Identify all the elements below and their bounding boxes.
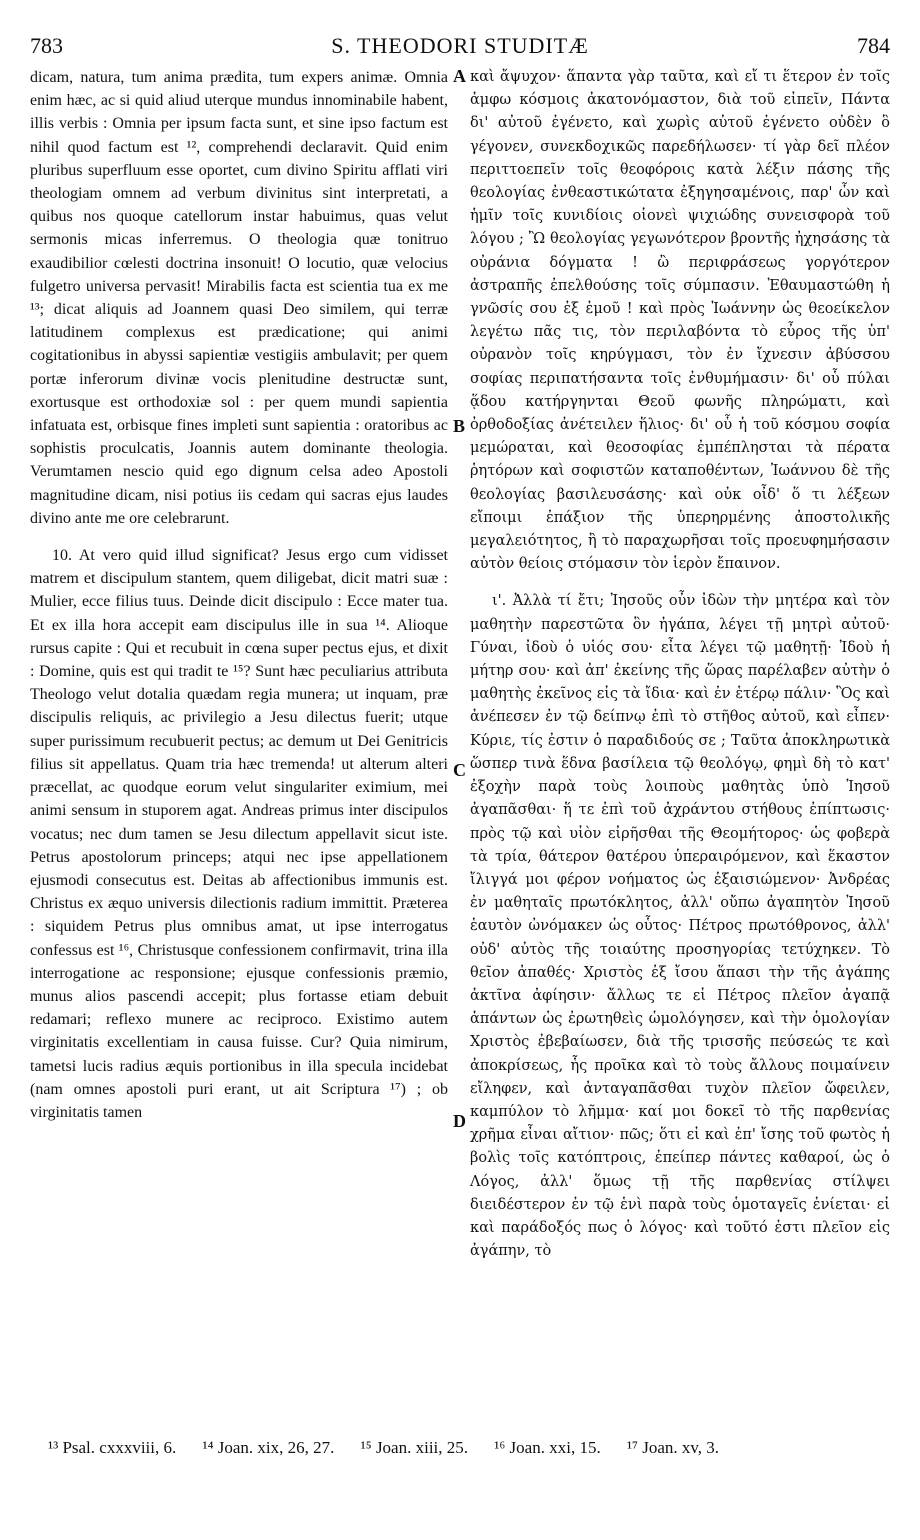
- footnote: ¹³ Psal. cxxxviii, 6.: [48, 1438, 177, 1457]
- greek-column: [470, 66, 890, 1277]
- footnote: ¹⁴ Joan. xix, 26, 27.: [202, 1438, 335, 1457]
- page-number-left: 783: [30, 33, 63, 58]
- latin-paragraph: 10. At vero quid illud significat? Jesus ergo cum vidisset matrem et discipulum stantem, quem diligebat, dicit matri suæ : Mulier, ecce filius tuus. Deinde dicit discipulo : Ecce mater tua. Et ex illa hora accepit eam discipulus ille in sua ¹⁴. Alioque rursus capite : Qui et recubuit in cœna super pectus ejus, et dixit : Domine, quis est qui tradit te ¹⁵? Sunt hæc peculiarius attributa Theologo velut dotalia quædam regia munera; ut inquam, præ discipulis reliquis, ac privilegio a Jesu dilectus fuerit; utque super purissimum recubuerit pectus; ac demum ut Dei Genitricis filius sit appellatus. Quam tria hæc tremenda! ut alterum alteri præcellat, ac quodque eorum velut singulariter eximium, mei animi sensum in stuporem agat. Andreas primus inter discipulos vocatus; nec dum tamen se Jesu dilectum appellavit sicut iste. Petrus apostolorum princeps; atqui nec ipse appellationem ejusmodi consecutus est. Deitas ab affectionibus immunis est. Christus ex æquo universis dilectionis radium immittit. Præterea : siquidem Petrus plus omnibus amat, ut ipse interrogatus confessus est ¹⁶, Christusque confessionem confirmavit, trina illa interrogatione ac responsione; ejusque confessionis præmio, munus alios pascendi accepit; plus fortasse etiam debuit redamari; reflexo munere ac reciproco. Existimo autem virginitatis excellentiam in causa fuisse. Cur? Quia nimirum, tametsi lucis radius æquis portionibus in illa specula incidebat (nam omnes apostoli puri erant, ut ait Scriptura ¹⁷) ; ob virginitatis tamen: [30, 547, 448, 1121]
- section-marker-d: D: [453, 1111, 466, 1131]
- section-marker-b: B: [453, 416, 466, 436]
- greek-paragraph: ι'. Ἀλλὰ τί ἔτι; Ἰησοῦς οὖν ἰδὼν τὴν μητέρα καὶ τὸν μαθητὴν παρεστῶτα ὃν ἠγάπα, λέγει τῇ μητρὶ αὐτοῦ· Γύναι, ἰδοὺ ὁ υἱός σου· εἶτα λέγει τῷ μαθητῇ· Ἰδοὺ ἡ μήτηρ σου· καὶ ἀπ' ἐκείνης τῆς ὥρας παρέλαβεν αὐτὴν ὁ μαθητὴς ἐκεῖνος εἰς τὰ ἴδια· καὶ ἐν ἑτέρῳ πάλιν· Ὃς καὶ ἀνέπεσεν ἐν τῷ δείπνῳ ἐπὶ τὸ στῆθος αὐτοῦ, καὶ εἶπεν· Κύριε, τίς ἐστιν ὁ παραδιδούς σε ; Ταῦτα ἀποκληρωτικὰ ὥσπερ τινὰ ἕδνα βασίλεια τῷ θεολόγῳ, φημὶ δὴ τὸ κατ' ἐξοχὴν παρὰ τοὺς λοιποὺς μαθητὰς ὑπὸ Ἰησοῦ ἀγαπᾶσθαι· ἥ τε ἐπὶ τοῦ ἀχράντου στήθους ἐπίπτωσις· πρὸς τῷ καὶ υἱὸν εἰρῆσθαι τῆς Θεομήτορος· ὡς φοβερὰ τὰ τρία, θάτερον θατέρου ὑπεραιρόμενον, καὶ ἕκαστον ἴλιγγά μοι φέρον νοήματος ὡς ἐξαισιώμενον· Ἀνδρέας ἐν μαθηταῖς πρωτόκλητος, ἀλλ' οὔπω ἀγαπητὸν Ἰησοῦ ἑαυτὸν ὠνόμακεν ὡς οὗτος· Πέτρος πρωτόθρονος, ἀλλ' οὐδ' αὐτὸς τῆς τοιαύτης προσηγορίας τετύχηκεν. Τὸ θεῖον ἀπαθές· Χριστὸς ἐξ ἴσου ἅπασι τὴν τῆς ἀγάπης ἀκτῖνα ἀφίησιν· ἄλλως τε εἰ Πέτρος πλεῖον ἀγαπᾷ ἁπάντων ὡς ἐρωτηθεὶς ὡμολόγησεν, καὶ τὴν ὁμολογίαν Χριστὸς ἐβεβαίωσεν, διὰ τῆς τρισσῆς πεύσεώς τε καὶ ἀποκρίσεως, ἧς προῖκα καὶ τὸ τοὺς ἄλλους ποιμαίνειν εἴληφεν, καὶ ἀνταγαπᾶσθαι τυχὸν πλεῖον ὤφειλεν, καμπύλον τὸ λῆμμα· καί μοι δοκεῖ τὸ τῆς παρθενίας χρῆμα εἶναι αἴτιον· πῶς; ὅτι εἰ καὶ ἐπ' ἴσης τοῦ φωτὸς ἡ βολὶς τοῖς κατόπτροις, ἐπείπερ πάντες καθαροί, ὡς ὁ Λόγος, ἀλλ' ὅμως τῇ τῆς παρθενίας στίλψει διειδέστερον ἐν τῷ ἑνὶ παρὰ τοὺς ὁμοταγεῖς ἐνίεται· εἰ καὶ παράδοξός πως ὁ λόγος· καὶ τοῦτό ἐστι πλεῖον εἰς ἀγάπην, τὸ: [470, 593, 890, 1260]
- section-marker-a: A: [453, 66, 466, 86]
- footnote: ¹⁷ Joan. xv, 3.: [626, 1438, 720, 1457]
- greek-paragraph: καὶ ἄψυχον· ἅπαντα γὰρ ταῦτα, καὶ εἴ τι ἕτερον ἐν τοῖς ἀμφω κόσμοις ἀκατονόμαστον, διὰ τοῦ εἰπεῖν, Πάντα δι' αὐτοῦ ἐγένετο, καὶ χωρὶς αὐτοῦ ἐγένετο οὐδὲν ὃ γέγονεν, συνεκδοχικῶς παρεδήλωσεν· τί γὰρ δεῖ πλέον περιττοεπεῖν τοῖς θεοφόροις κατὰ λέξιν πάσης τῆς θεολογίας ἐνθεαστικώτατα ἐξηγησαμένοις, παρ' ὧν καὶ ἡμῖν τοῖς κυνιδίοις οἱονεὶ ψιχιώδης συνεισφορὰ τοῦ λόγου ; Ὢ θεολογίας γεγωνότερον βροντῆς ἠχησάσης τὰ οὐράνια δόγματα ! ὢ περιφράσεως γοργότερον ἀστραπῆς ἐπελθούσης τοῖς σύμπασιν. Ἐθαυμαστώθη ἡ γνῶσίς σου ἐξ ἐμοῦ ! καὶ πρὸς Ἰωάννην ὡς θεοείκελον λεγέτω πᾶς τις, τὸν περιλαβόντα τὸ εὖρος τῆς ὑπ' οὐρανὸν τοῖς κηρύγμασι, τὸν ἐν ἴχνεσιν ἀβύσσου σοφίας περιπατήσαντα τοῖς ἐνθυμήμασιν· δι' οὗ πύλαι ᾅδου κατήργηνται Θεοῦ φωνῆς πληρώματι, καὶ ὀρθοδοξίας ἀνέτειλεν ἥλιος· δι' οὗ ἡ τοῦ κόσμου σοφία μεμώραται, καὶ θεοσοφίας ἐμπέπλησται τὰ πέρατα ῥητόρων καὶ σοφιστῶν καταποθέντων, Ἰωάννου δὲ τῆς θεολογίας βασιλευσάσης· καὶ οὐκ οἶδ' ὅ τι λέξεων εἴποιμι ἐπάξιον τῆς ὑπερηρμένης ἀποστολικῆς μεγαλειότητος, ἢ τὸ παραχωρῆσαι τοῖς προευφημήσασιν αὐτὸν θείοις στόμασιν τὸν ἱερὸν ἔπαινον.: [470, 69, 890, 573]
- running-title: S. THEODORI STUDITÆ: [331, 33, 589, 58]
- page-header: [30, 30, 890, 62]
- latin-column: [30, 66, 448, 1138]
- section-marker-c: C: [453, 760, 466, 780]
- page-number-right: 784: [857, 33, 890, 58]
- latin-paragraph: dicam, natura, tum anima prædita, tum expers animæ. Omnia enim hæc, ac si quid aliud uterque mundus innominabile habent, illis verbis : Omnia per ipsum facta sunt, et sine ipso factum est nihil quod factum est ¹², comprehendi declaravit. Quid enim pluribus superfluum esse oportet, cum divino Spiritu afflati viri theologiam omnem ad verbum divinitus sint interpretati, a quibus nos quoque catellorum instar habuimus, quas velut sermonis micas inferremus. O theologia quæ tonitruo exaudibilior cœlesti doctrina insonuit! O locutio, quæ velocius fulgetro universa pervasit! Mirabilis facta est scientia tua ex me ¹³; dicat aliquis ad Joannem quasi Deo similem, qui terræ latitudinem complexus est prædicatione; qui animi cogitationibus in abyssi sapientiæ vestigiis ambulavit; per quem portæ inferorum divinæ vocis plenitudine destructæ sunt, exortusque est orthodoxiæ sol : per quem mundi sapientia infatuata est, orbisque fines impleti sunt sapientia : oratoribus ac sophistis proculcatis, Joannis autem dominante theologia. Verumtamen nescio quid ego dignum celsa adeo Apostoli magnitudine dicam, nisi potius iis cedam qui sacras ejus laudes divino ante me ore celebrarunt.: [30, 69, 448, 527]
- footnote: ¹⁶ Joan. xxi, 15.: [494, 1438, 601, 1457]
- footnote: ¹⁵ Joan. xiii, 25.: [360, 1438, 469, 1457]
- footnotes: [48, 1436, 868, 1460]
